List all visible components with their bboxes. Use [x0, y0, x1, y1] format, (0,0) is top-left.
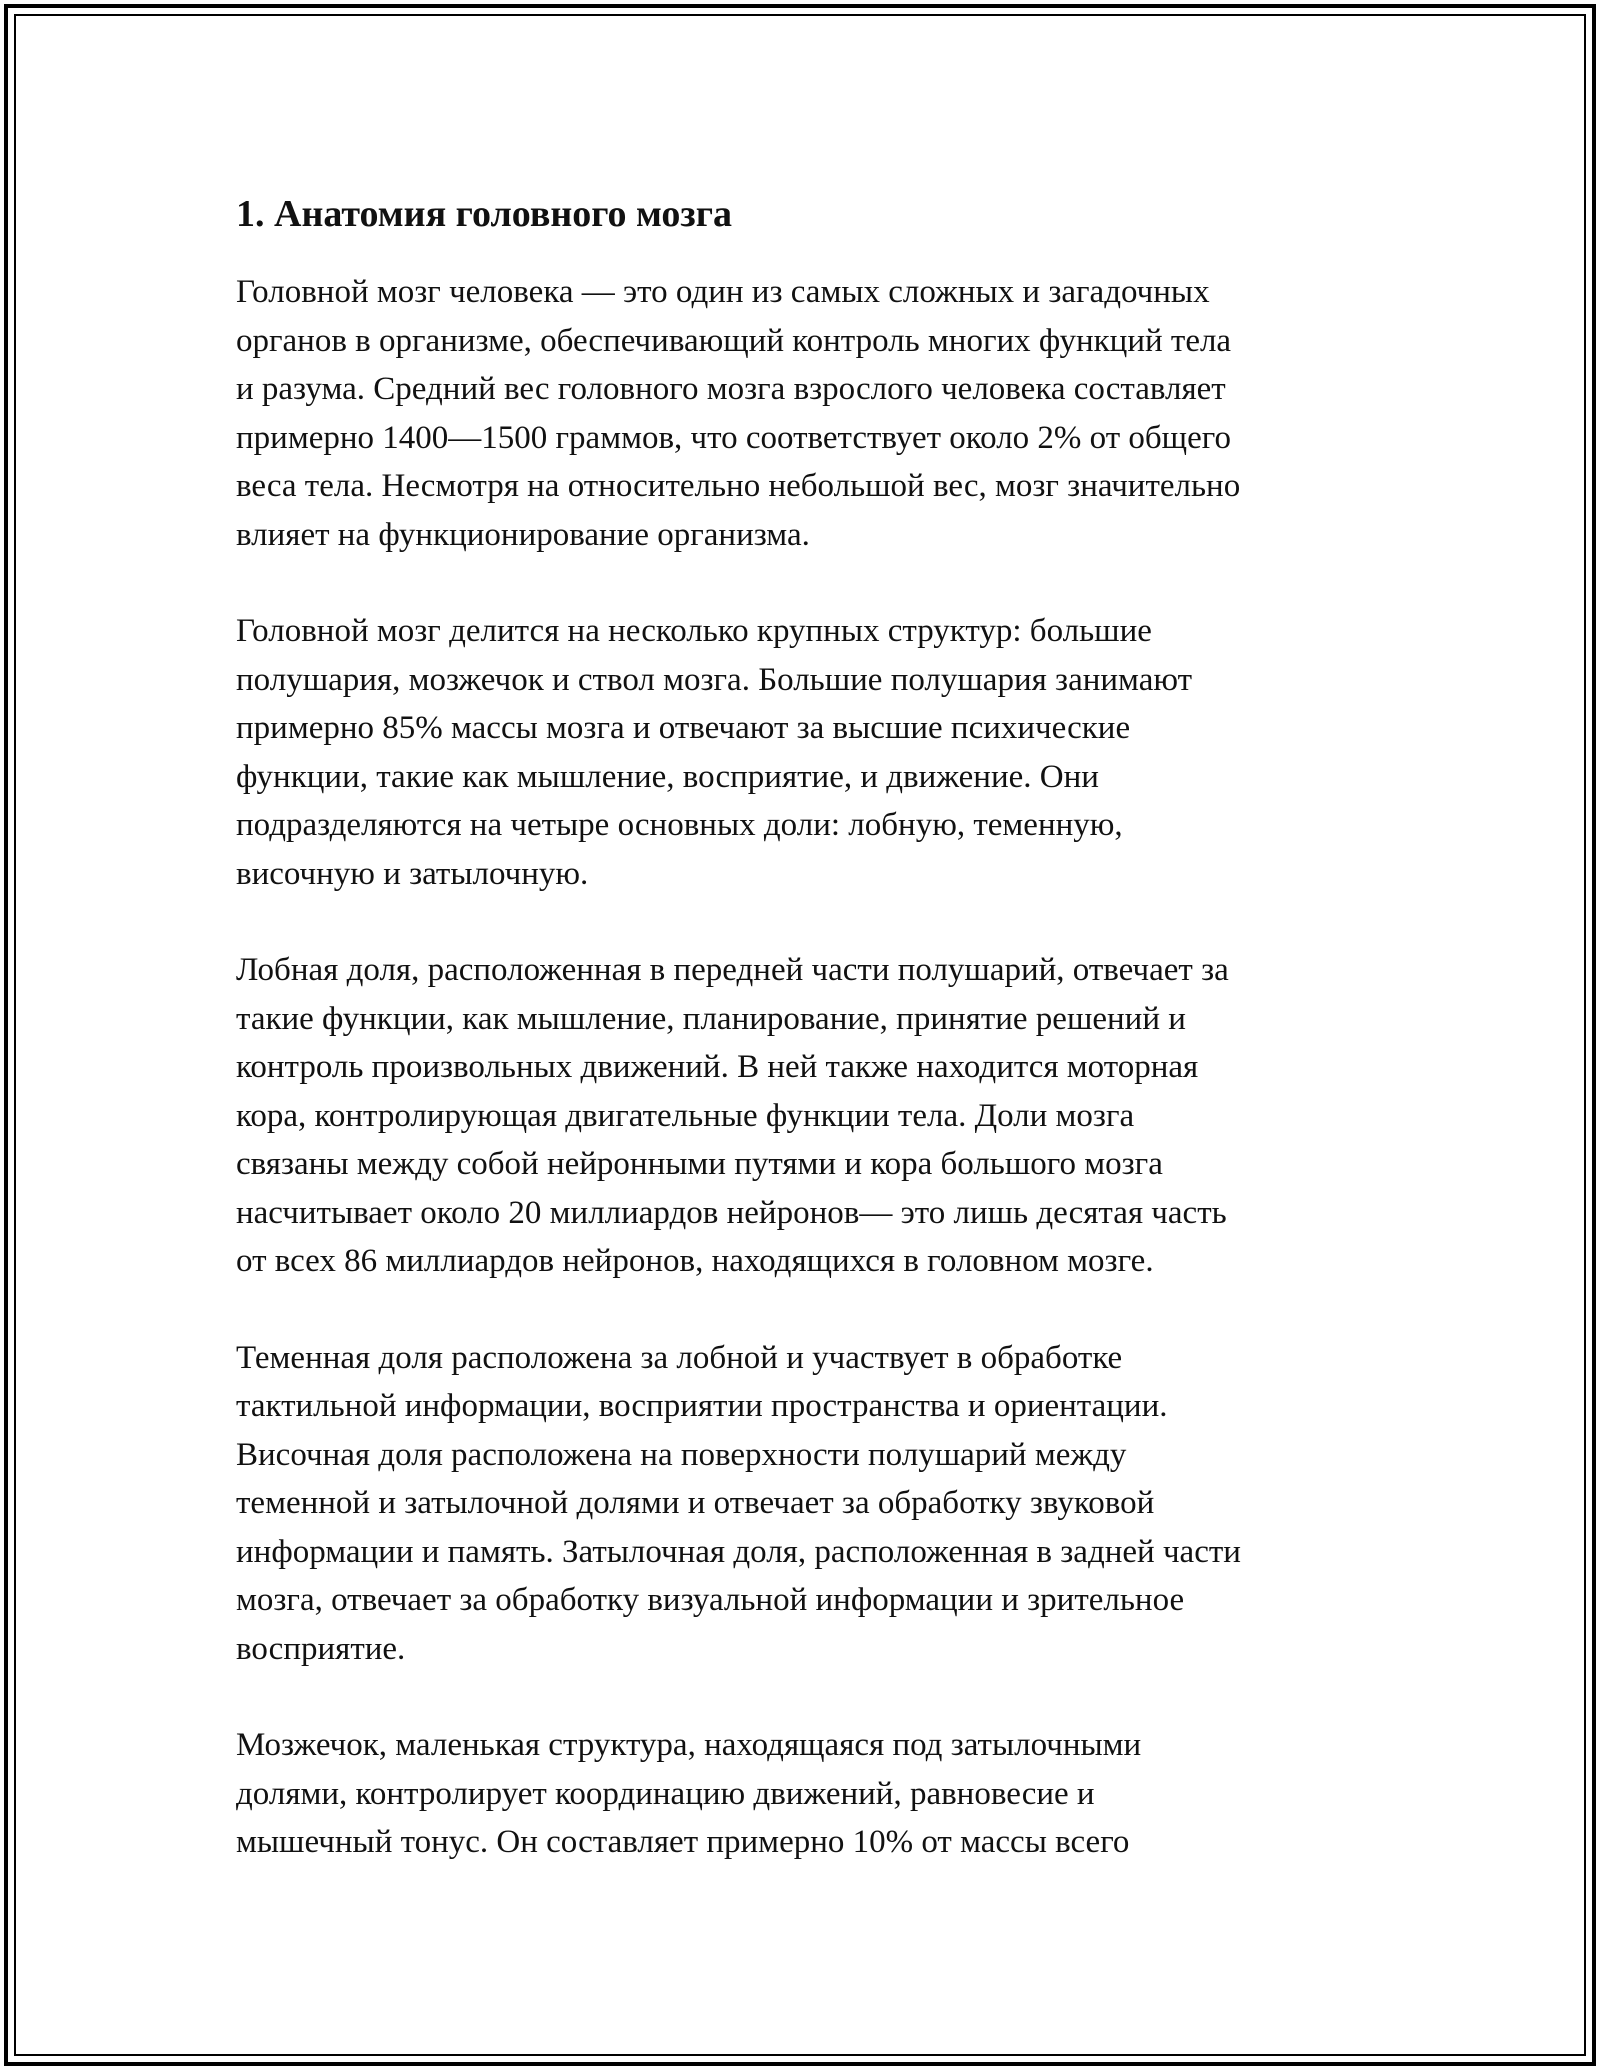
text-line: Лобная доля, расположенная в передней части полушарий, отвечает за	[236, 952, 1229, 988]
text-line: долями, контролирует координацию движений, равновесие и	[236, 1775, 1095, 1812]
text-line: такие функции, как мышление, планирование, принятие решений и	[236, 1000, 1186, 1037]
text-line: мозга, отвечает за обработку визуальной информации и зрительное	[236, 1582, 1185, 1618]
text-line: информации и память. Затылочная доля, расположенная в задней части	[236, 1533, 1241, 1570]
text-line: височную и затылочную.	[236, 855, 589, 892]
text-line: контроль произвольных движений. В ней также находится моторная	[236, 1049, 1199, 1085]
text-line: и разума. Средний вес головного мозга взрослого человека составляет	[236, 371, 1226, 407]
paragraph-1	[236, 268, 1376, 559]
text-line: Мозжечок, маленькая структура, находящаяся под затылочными	[236, 1727, 1142, 1763]
text-line: функции, такие как мышление, восприятие, и движение. Они	[236, 758, 1099, 795]
text-line: полушария, мозжечок и ствол мозга. Большие полушария занимают	[236, 661, 1192, 698]
paragraph-4	[236, 1334, 1376, 1674]
paragraph-2	[236, 607, 1376, 898]
text-line: восприятие.	[236, 1630, 406, 1667]
paragraph-3	[236, 946, 1376, 1286]
text-line: Головной мозг делится на несколько крупных структур: большие	[236, 613, 1152, 649]
section-title: 1. Анатомия головного мозга	[236, 193, 732, 235]
text-line: Теменная доля расположена за лобной и участвует в обработке	[236, 1339, 1123, 1376]
text-line: связаны между собой нейронными путями и кора большого мозга	[236, 1146, 1163, 1182]
text-line: веса тела. Несмотря на относительно небольшой вес, мозг значительно	[236, 468, 1241, 504]
text-line: насчитывает около 20 миллиардов нейронов— это лишь десятая часть	[236, 1194, 1227, 1231]
text-line: Височная доля расположена на поверхности полушарий между	[236, 1436, 1127, 1473]
text-line: Головной мозг человека — это один из самых сложных и загадочных	[236, 274, 1210, 310]
text-line: органов в организме, обеспечивающий контроль многих функций тела	[236, 322, 1232, 359]
paragraph-5	[236, 1721, 1376, 1867]
text-line: кора, контролирующая двигательные функции тела. Доли мозга	[236, 1097, 1135, 1134]
text-line: теменной и затылочной долями и отвечает за обработку звуковой	[236, 1485, 1155, 1521]
text-line: подразделяются на четыре основных доли: лобную, теменную,	[236, 807, 1123, 843]
text-line: примерно 1400—1500 граммов, что соответствует около 2% от общего	[236, 419, 1231, 456]
text-line: мышечный тонус. Он составляет примерно 10% от массы всего	[236, 1824, 1130, 1860]
text-line: примерно 85% массы мозга и отвечают за высшие психические	[236, 710, 1131, 746]
document-content	[236, 186, 1376, 1915]
text-line: от всех 86 миллиардов нейронов, находящихся в головном мозге.	[236, 1243, 1154, 1279]
text-line: тактильной информации, восприятии пространства и ориентации.	[236, 1388, 1168, 1424]
text-line: влияет на функционирование организма.	[236, 516, 810, 553]
